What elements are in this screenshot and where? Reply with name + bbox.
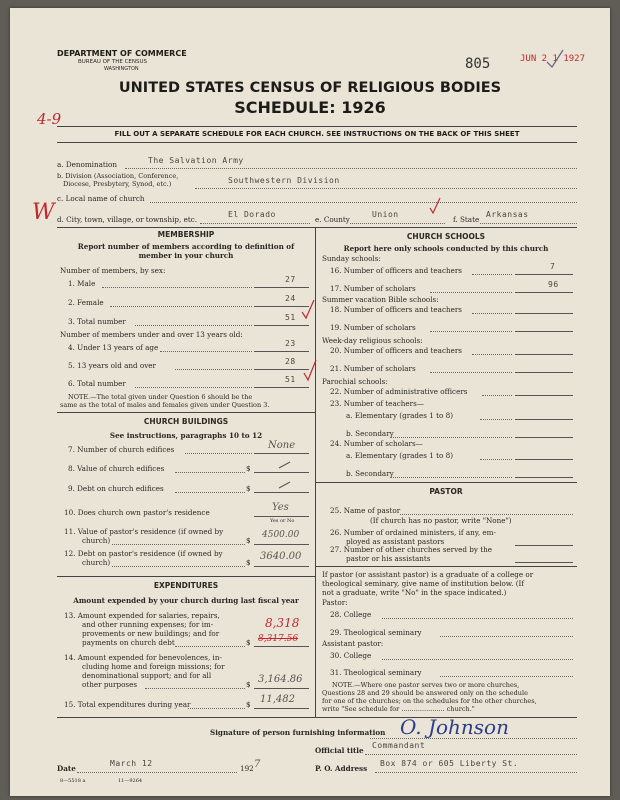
q25-note: (If church has no pastor, write "None") (370, 516, 512, 525)
membership-title: MEMBERSHIP (157, 230, 215, 239)
education-note-2: theological seminary, give name of institution below. (If (322, 579, 525, 588)
q5-label: 5. 13 years old and over (68, 361, 156, 370)
parochial-label: Parochial schools: (322, 377, 388, 386)
state-value: Arkansas (486, 210, 529, 219)
signature-label: Signature of person furnishing information (210, 728, 386, 737)
education-note-3: not a graduate, write "No" in the space indicated.) (322, 588, 507, 597)
q14-label: 14. Amount expended for benevolences, in- (64, 653, 222, 662)
q21-label: 21. Number of scholars (330, 364, 416, 373)
q27-label-2: pastor or his assistants (346, 554, 431, 563)
county-value: Union (372, 210, 399, 219)
check-mark-icon (300, 298, 316, 320)
denomination-label: a. Denomination (57, 160, 117, 169)
age-label: Number of members under and over 13 years old: (60, 330, 243, 339)
q14-label-2: cluding home and foreign missions; for (82, 662, 225, 671)
q9-dollar: $ (246, 484, 251, 493)
division-label: b. Division (Association, Conference, (57, 172, 179, 180)
q5-value: 28 (285, 357, 296, 366)
division-label-2: Diocese, Presbytery, Synod, etc.) (63, 180, 172, 188)
q1-label: 1. Male (68, 279, 96, 288)
schedule-title: SCHEDULE: 1926 (234, 98, 386, 117)
q12-value: 3640.00 (260, 551, 302, 562)
q11-value: 4500.00 (262, 530, 300, 540)
q8-dollar: $ (246, 464, 251, 473)
q22-label: 22. Number of administrative officers (330, 387, 468, 396)
margin-mark: W (32, 200, 55, 225)
q11-dollar: $ (246, 536, 251, 545)
q23a-label: a. Elementary (grades 1 to 8) (346, 411, 453, 420)
q3-label: 3. Total number (68, 317, 126, 326)
q12-dollar: $ (246, 558, 251, 567)
q12-label: 12. Debt on pastor's residence (if owned by (64, 549, 223, 558)
q14-label-4: other purposes (82, 680, 138, 689)
q9-label: 9. Debt on church edifices (68, 484, 164, 493)
q13-label-3: provements or new buildings; and for (82, 629, 220, 638)
q16-label: 16. Number of officers and teachers (330, 266, 462, 275)
department-label: DEPARTMENT OF COMMERCE (57, 49, 187, 58)
address-label: P. O. Address (315, 764, 368, 773)
form-number: 8—5518 a (60, 778, 86, 784)
q29-label: 29. Theological seminary (330, 628, 422, 637)
membership-note-2: member in your church (138, 251, 234, 260)
q31-label: 31. Theological seminary (330, 668, 422, 677)
form-code: 11—9264 (118, 778, 143, 784)
q14-value: 3,164.86 (258, 674, 303, 685)
q30-label: 30. College (330, 651, 372, 660)
q17-value: 96 (548, 280, 559, 289)
q13-value: 8,318 (265, 616, 300, 630)
q27-label: 27. Number of other churches served by the (330, 545, 493, 554)
buildings-sub: See instructions, paragraphs 10 to 12 (109, 431, 263, 440)
summer-label: Summer vacation Bible schools: (322, 295, 439, 304)
q17-label: 17. Number of scholars (330, 284, 416, 293)
year-suffix: 7 (254, 759, 261, 770)
city-field-label: d. City, town, village, or township, etc. (57, 215, 198, 224)
denomination-value: The Salvation Army (148, 156, 244, 165)
received-date-stamp: JUN 2 1 1927 (520, 54, 586, 64)
q2-value: 24 (285, 294, 296, 303)
q1-value: 27 (285, 275, 296, 284)
q25-label: 25. Name of pastor (330, 506, 401, 515)
sunday-label: Sunday schools: (322, 254, 381, 263)
date-value: March 12 (110, 759, 153, 768)
q16-value: 7 (550, 262, 556, 271)
q26-label-2: ployed as assistant pastors (346, 537, 445, 546)
education-note: If pastor (or assistant pastor) is a graduate of a college or (322, 570, 534, 579)
year-prefix: 192 (240, 764, 254, 773)
instruction-banner: FILL OUT A SEPARATE SCHEDULE FOR EACH CHURCH. SEE INSTRUCTIONS ON THE BACK OF THIS SHEET (114, 130, 520, 138)
division-value: Southwestern Division (228, 176, 340, 185)
q13-label-2: and other running expenses; for im- (82, 620, 214, 629)
q19-label: 19. Number of scholars (330, 323, 416, 332)
q6-value: 51 (285, 375, 296, 384)
q24a-label: a. Elementary (grades 1 to 8) (346, 451, 453, 460)
bureau-label: BUREAU OF THE CENSUS (78, 59, 148, 65)
q4-value: 23 (285, 339, 296, 348)
q13-label-4: payments on church debt (82, 638, 175, 647)
pastor-title: PASTOR (429, 487, 463, 496)
form-title: UNITED STATES CENSUS OF RELIGIOUS BODIES (118, 80, 502, 96)
official-title-label: Official title (315, 746, 364, 755)
q14-label-3: denominational support; and for all (82, 671, 212, 680)
expenditures-sub: Amount expended by your church during last fiscal year (73, 596, 299, 605)
membership-footnote: NOTE.—The total given under Question 6 should be the (68, 393, 253, 401)
city-value: El Dorado (228, 210, 276, 219)
pastor-footnote-3: for one of the churches; on the schedules for the other churches, (322, 697, 537, 705)
pastor-footnote-4: write "See schedule for ..................... church." (322, 705, 475, 713)
margin-note: 4-9 (37, 110, 62, 128)
q7-label: 7. Number of church edifices (68, 445, 175, 454)
q20-label: 20. Number of officers and teachers (330, 346, 462, 355)
q14-dollar: $ (246, 680, 251, 689)
q2-label: 2. Female (68, 298, 104, 307)
expenditures-title: EXPENDITURES (153, 581, 219, 590)
q3-value: 51 (285, 313, 296, 322)
q7-value: None (268, 440, 296, 451)
check-mark-icon (428, 196, 442, 216)
assistant-label: Assistant pastor: (322, 639, 384, 648)
membership-footnote-2: same as the total of males and females given under Question 3. (60, 401, 270, 409)
q26-label: 26. Number of ordained ministers, if any, em- (330, 528, 496, 537)
dash-mark-icon (278, 459, 292, 471)
pastor-footnote-2: Questions 28 and 29 should be answered only on the schedule (322, 689, 528, 697)
q10-value: Yes (272, 502, 289, 513)
q23-label: 23. Number of teachers— (330, 399, 424, 408)
pastor-footnote: NOTE.—Where one pastor serves two or more churches, (332, 681, 520, 689)
q8-label: 8. Value of church edifices (68, 464, 165, 473)
q13-label: 13. Amount expended for salaries, repairs, (64, 611, 220, 620)
q10-label: 10. Does church own pastor's residence (64, 508, 210, 517)
yes-no-caption: Yes or No (270, 518, 295, 524)
q12-label-2: church) (82, 558, 111, 567)
official-title-value: Commandant (372, 741, 426, 750)
weekday-label: Week-day religious schools: (322, 336, 423, 345)
q24b-label: b. Secondary (346, 469, 394, 478)
q23b-label: b. Secondary (346, 429, 394, 438)
schools-sub: Report here only schools conducted by this church (343, 244, 549, 253)
date-label: Date (57, 764, 76, 773)
by-sex-label: Number of members, by sex: (60, 266, 166, 275)
q15-label: 15. Total expenditures during year (64, 700, 191, 709)
q13-dollar: $ (246, 638, 251, 647)
buildings-title: CHURCH BUILDINGS (143, 417, 229, 426)
stamp-number: 805 (465, 56, 491, 72)
q13-struck-value: 8,317.56 (258, 634, 299, 644)
state-label: f. State (453, 215, 480, 224)
q6-label: 6. Total number (68, 379, 126, 388)
pastor-sub-label: Pastor: (322, 598, 348, 607)
dash-mark-icon (278, 479, 292, 491)
local-name-label: c. Local name of church (57, 194, 145, 203)
q24-label: 24. Number of scholars— (330, 439, 423, 448)
schools-title: CHURCH SCHOOLS (406, 232, 486, 241)
q15-dollar: $ (246, 700, 251, 709)
signature: O. Johnson (400, 715, 509, 739)
q15-value: 11,482 (260, 694, 295, 705)
check-mark-icon (302, 358, 318, 382)
address-value: Box 874 or 605 Liberty St. (380, 759, 519, 768)
q11-label-2: church) (82, 536, 111, 545)
check-mark-icon (545, 48, 565, 70)
census-form-sheet (10, 8, 610, 796)
county-label: e. County (315, 215, 350, 224)
q28-label: 28. College (330, 610, 372, 619)
city-label: WASHINGTON (104, 66, 139, 72)
membership-note: Report number of members according to definition of (77, 242, 295, 251)
q4-label: 4. Under 13 years of age (68, 343, 159, 352)
q11-label: 11. Value of pastor's residence (if owned by (64, 527, 224, 536)
q18-label: 18. Number of officers and teachers (330, 305, 462, 314)
